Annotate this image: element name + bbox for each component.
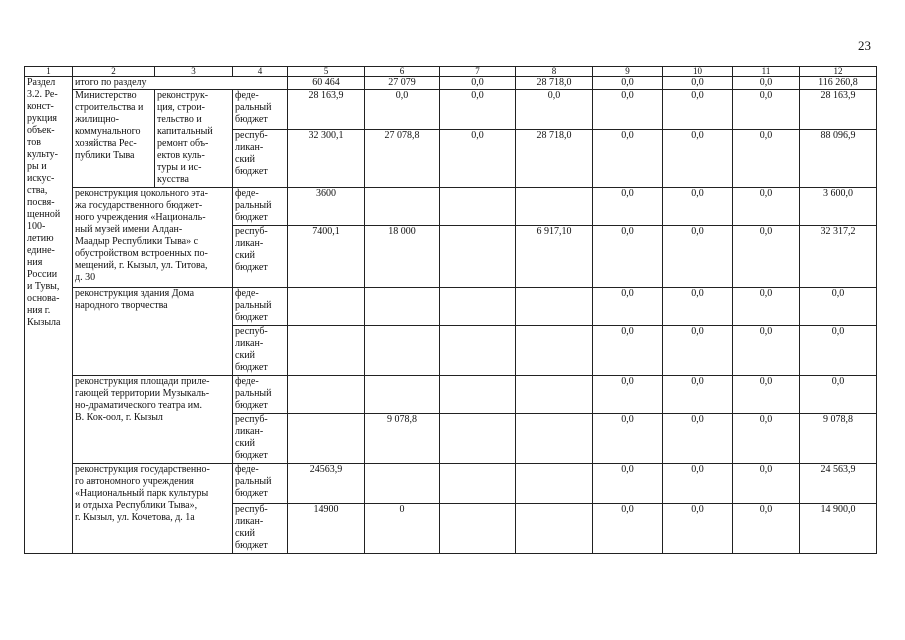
value-cell [440,504,516,554]
value-cell [365,376,440,414]
value-cell [365,188,440,226]
total-value: 0,0 [733,77,800,90]
value-cell: 28 163,9 [288,90,365,130]
value-cell: 0,0 [440,130,516,188]
value-cell: 0,0 [733,326,800,376]
section-label-cell: Раздел 3.2. Ре- конст- рукция объек- тов культу- ры и искус- ства, посвя- щенной 100- летию едине- ния России и Тувы, основа- ния г. Кызыла [25,77,73,554]
value-cell: 0,0 [733,376,800,414]
value-cell: 0,0 [593,130,663,188]
value-cell: 0,0 [663,288,733,326]
value-cell: 0,0 [800,288,877,326]
column-header: 2 [73,67,155,77]
column-header: 9 [593,67,663,77]
value-cell: 0,0 [663,414,733,464]
budget-type-cell: респуб- ликан- ский бюджет [233,226,288,288]
page-number: 23 [858,38,871,53]
value-cell: 0,0 [593,464,663,504]
column-header: 3 [155,67,233,77]
column-header: 11 [733,67,800,77]
total-value: 27 079 [365,77,440,90]
value-cell: 0,0 [663,226,733,288]
budget-type-cell: респуб- ликан- ский бюджет [233,504,288,554]
value-cell [516,376,593,414]
value-cell [440,414,516,464]
value-cell: 0,0 [663,376,733,414]
value-cell [440,376,516,414]
budget-type-cell: респуб- ликан- ский бюджет [233,130,288,188]
value-cell: 0,0 [593,376,663,414]
value-cell: 0,0 [516,90,593,130]
total-label: итого по разделу [73,77,288,90]
value-cell: 32 317,2 [800,226,877,288]
value-cell [288,414,365,464]
value-cell: 0,0 [800,376,877,414]
value-cell: 0,0 [593,288,663,326]
value-cell: 88 096,9 [800,130,877,188]
value-cell: 0,0 [663,464,733,504]
value-cell [288,326,365,376]
value-cell: 9 078,8 [365,414,440,464]
value-cell: 18 000 [365,226,440,288]
total-value: 60 464 [288,77,365,90]
value-cell: 0,0 [593,414,663,464]
value-cell: 28 163,9 [800,90,877,130]
table-row [25,188,877,226]
value-cell: 24563,9 [288,464,365,504]
table-row [25,288,877,326]
value-cell [516,504,593,554]
value-cell: 14 900,0 [800,504,877,554]
value-cell: 32 300,1 [288,130,365,188]
budget-type-cell: феде- ральный бюджет [233,90,288,130]
budget-type-cell: феде- ральный бюджет [233,464,288,504]
value-cell [440,226,516,288]
value-cell [288,376,365,414]
value-cell: 0,0 [593,188,663,226]
value-cell [440,288,516,326]
column-header: 10 [663,67,733,77]
column-header: 6 [365,67,440,77]
value-cell: 0,0 [593,326,663,376]
value-cell: 6 917,10 [516,226,593,288]
object-cell: реконструкция площади приле- гающей территории Музыкаль- но-драматического театра им. В. Кок-оол, г. Кызыл [73,376,233,464]
budget-type-cell: феде- ральный бюджет [233,188,288,226]
column-header: 1 [25,67,73,77]
value-cell: 0,0 [733,130,800,188]
value-cell: 0,0 [663,188,733,226]
value-cell [365,288,440,326]
object-cell: реконструкция государственно- го автономного учреждения «Национальный парк культуры и отдыха Республики Тыва», г. Кызыл, ул. Кочетова, д. 1а [73,464,233,554]
work-kind-cell: реконструк- ция, строи- тельство и капитальный ремонт объ- ектов куль- туры и ис- кусства [155,90,233,188]
budget-type-cell: респуб- ликан- ский бюджет [233,326,288,376]
total-value: 0,0 [663,77,733,90]
value-cell: 24 563,9 [800,464,877,504]
value-cell [440,464,516,504]
value-cell: 3 600,0 [800,188,877,226]
value-cell: 0,0 [663,326,733,376]
value-cell: 0,0 [440,90,516,130]
value-cell: 0,0 [663,90,733,130]
column-header: 12 [800,67,877,77]
value-cell: 0,0 [663,130,733,188]
value-cell: 28 718,0 [516,130,593,188]
value-cell [516,414,593,464]
value-cell: 0 [365,504,440,554]
value-cell [516,464,593,504]
total-row [25,77,877,90]
value-cell: 0,0 [800,326,877,376]
value-cell: 0,0 [593,90,663,130]
value-cell: 9 078,8 [800,414,877,464]
value-cell: 0,0 [733,226,800,288]
budget-type-cell: феде- ральный бюджет [233,376,288,414]
value-cell: 14900 [288,504,365,554]
value-cell: 0,0 [733,504,800,554]
value-cell [516,288,593,326]
value-cell [365,326,440,376]
value-cell: 0,0 [733,464,800,504]
object-cell: реконструкция цокольного эта- жа государственного бюджет- ного учреждения «Националь- ный музей имени Алдан- Маадыр Республики Тыва» с обустройством встроенных по- мещений, г. Кызыл, ул. Титова, д. 30 [73,188,233,288]
table-row [25,376,877,414]
value-cell: 7400,1 [288,226,365,288]
value-cell [365,464,440,504]
total-value: 0,0 [440,77,516,90]
budget-table [24,66,877,554]
value-cell: 27 078,8 [365,130,440,188]
value-cell: 0,0 [663,504,733,554]
value-cell: 3600 [288,188,365,226]
total-value: 0,0 [593,77,663,90]
value-cell: 0,0 [593,504,663,554]
table-row [25,464,877,504]
column-header: 7 [440,67,516,77]
value-cell [516,326,593,376]
budget-type-cell: феде- ральный бюджет [233,288,288,326]
value-cell: 0,0 [365,90,440,130]
total-value: 116 260,8 [800,77,877,90]
object-cell: реконструкция здания Дома народного творчества [73,288,233,376]
value-cell: 0,0 [593,226,663,288]
total-value: 28 718,0 [516,77,593,90]
column-header: 4 [233,67,288,77]
value-cell: 0,0 [733,90,800,130]
column-header: 8 [516,67,593,77]
value-cell [440,326,516,376]
value-cell: 0,0 [733,188,800,226]
budget-type-cell: респуб- ликан- ский бюджет [233,414,288,464]
ministry-cell: Министерство строительства и жилищно- коммунального хозяйства Рес- публики Тыва [73,90,155,188]
column-header: 5 [288,67,365,77]
value-cell [516,188,593,226]
table-row [25,90,877,130]
value-cell [288,288,365,326]
value-cell: 0,0 [733,288,800,326]
value-cell [440,188,516,226]
value-cell: 0,0 [733,414,800,464]
header-row [25,67,877,77]
